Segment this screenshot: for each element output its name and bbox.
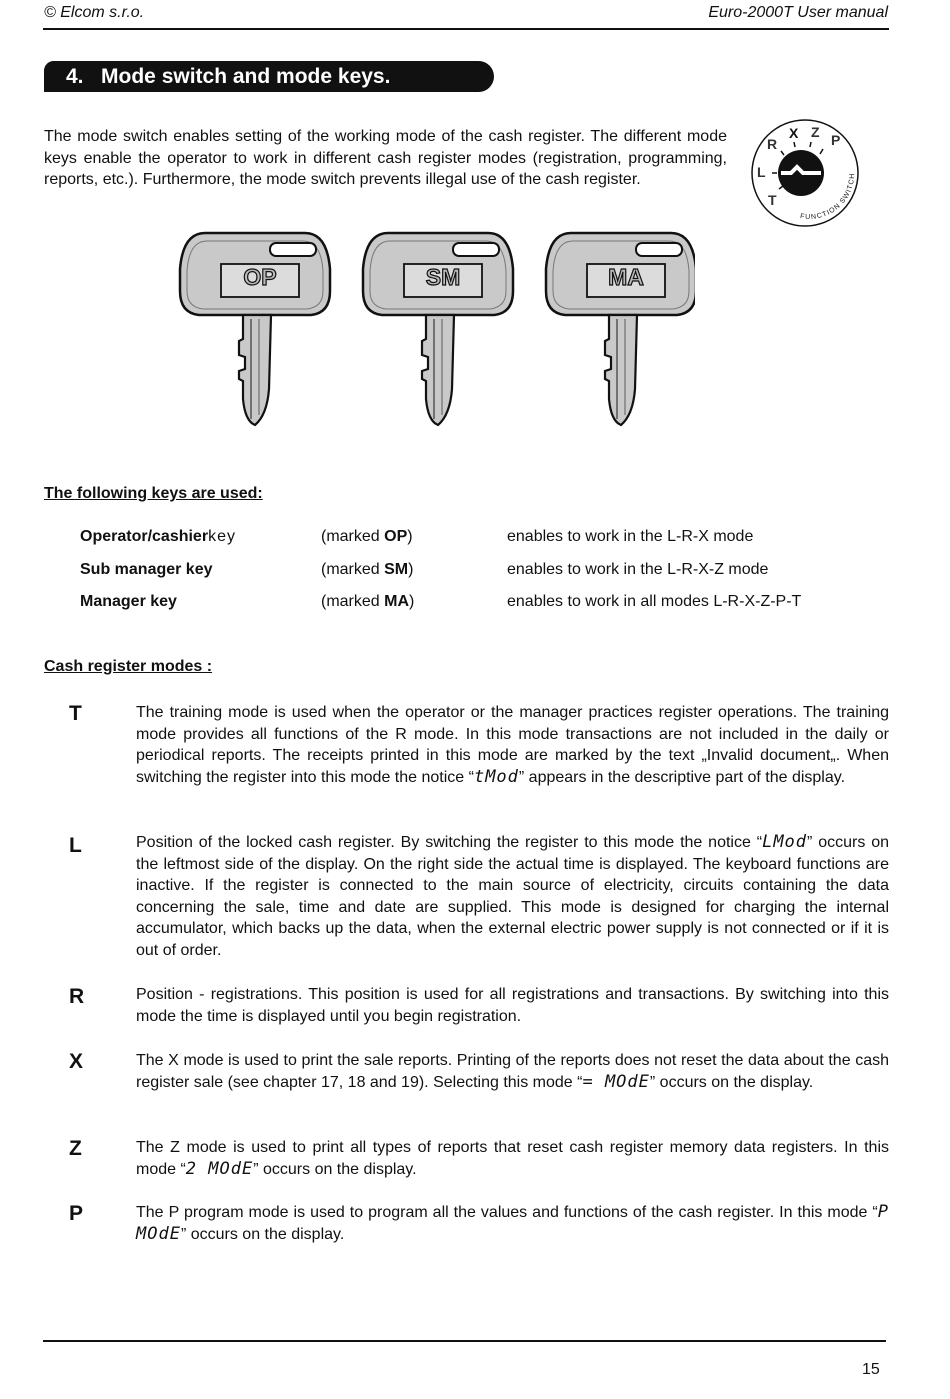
function-switch-dial [750, 115, 862, 230]
mode-letter-z: Z [69, 1137, 82, 1160]
mode-letter-p: P [69, 1202, 84, 1225]
key-marked-suffix: ) [408, 561, 414, 578]
dial-label-z: Z [811, 124, 820, 140]
header-copyright: © Elcom s.r.o. [44, 4, 145, 21]
key-marked-prefix: (marked [321, 593, 385, 610]
mode-description-z: The Z mode is used to print all types of reports that reset cash register memory data registers. In this mode “2 MOdE” occurs on the display. [136, 1139, 889, 1179]
key-description: enables to work in the L-R-X-Z mode [507, 561, 769, 578]
key-name: Sub manager key [80, 561, 213, 578]
mode-description-r: Position - registrations. This position is used for all registrations and transactions. By switching into this mode the time is displayed until you begin registration. [136, 986, 889, 1025]
key-marked-suffix: ) [407, 528, 413, 545]
key-name: Manager key [80, 593, 177, 610]
dial-label-x: X [789, 125, 799, 141]
key-row-operator [80, 528, 900, 550]
mode-description-l: Position of the locked cash register. By switching the register to this mode the notice “LMod” occurs on the leftmost side of the display. On the right side the actual time is displayed. The keyboard functions are inactive. If the register is connected to the main source of electricity, circuits containing the data concerning the sale, time and date are supplied. This mode is designed for charging the internal accumulator, which backs up the data, when the external electric power supply is not connected or if it is out of order. [136, 832, 890, 959]
key-name-rest: key [208, 528, 236, 545]
mode-keys-illustration [175, 225, 695, 430]
key-mark: SM [384, 561, 409, 578]
header-divider [43, 28, 889, 30]
key-mark: OP [384, 528, 408, 545]
key-sm-label: SM [425, 264, 461, 290]
mode-description-t: The training mode is used when the operator or the manager practices register operations. The training mode provides all functions of the R mode. In this mode transactions are not included in the daily or periodical reports. The receipts printed in this mode are marked by the text „Invalid document„. When switching the register into this mode the notice “tMod” appears in the descriptive part of the display. [136, 704, 889, 787]
display-notice: LMod [762, 832, 808, 852]
section-number: 4. [66, 65, 84, 88]
display-notice: = MOdE [582, 1071, 650, 1092]
modes-heading: Cash register modes : [44, 658, 213, 675]
section-banner [44, 61, 494, 92]
key-row-sub-manager [80, 561, 900, 583]
header-manual-title: Euro-2000T User manual [708, 4, 888, 21]
mode-description-x: The X mode is used to print the sale reports. Printing of the reports does not reset the data about the cash register sale (see chapter 17, 18 and 19). Selecting this mode “= MOdE” occurs on the display. [136, 1052, 889, 1092]
dial-label-l: L [757, 164, 766, 180]
section-title: Mode switch and mode keys. [101, 65, 391, 88]
dial-label-t: T [768, 192, 777, 208]
mode-letter-t: T [69, 702, 82, 725]
mode-description-p: The P program mode is used to program all the values and functions of the cash register. In this mode “P MOdE” occurs on the display. [136, 1202, 889, 1244]
dial-label-p: P [831, 132, 841, 148]
key-name: Operator/cashier [80, 528, 209, 545]
dial-caption: FUNCTION SWITCH [799, 172, 857, 222]
key-mark: MA [384, 593, 410, 610]
key-marked-prefix: (marked [321, 561, 385, 578]
mode-letter-x: X [69, 1050, 84, 1073]
key-op-label: OP [243, 264, 277, 290]
footer-divider [43, 1340, 886, 1342]
key-ma-label: MA [608, 264, 644, 290]
page-number: 15 [862, 1361, 880, 1378]
mode-letter-l: L [69, 834, 82, 857]
display-notice: tMod [473, 766, 519, 787]
key-description: enables to work in the L-R-X mode [507, 528, 754, 545]
mode-letter-r: R [69, 985, 85, 1008]
intro-paragraph: The mode switch enables setting of the working mode of the cash register. The different mode keys enable the operator to work in different cash register modes (registration, programming, reports, etc.). Furthermore, the mode switch prevents illegal use of the cash register. [44, 128, 727, 189]
display-notice: P MOdE [136, 1202, 889, 1244]
key-marked-prefix: (marked [321, 528, 385, 545]
display-notice: 2 MOdE [185, 1158, 254, 1179]
key-description: enables to work in all modes L-R-X-Z-P-T [507, 593, 802, 610]
dial-label-r: R [767, 136, 778, 152]
key-row-manager [80, 593, 900, 615]
key-marked-suffix: ) [409, 593, 415, 610]
keys-heading: The following keys are used: [44, 485, 263, 502]
